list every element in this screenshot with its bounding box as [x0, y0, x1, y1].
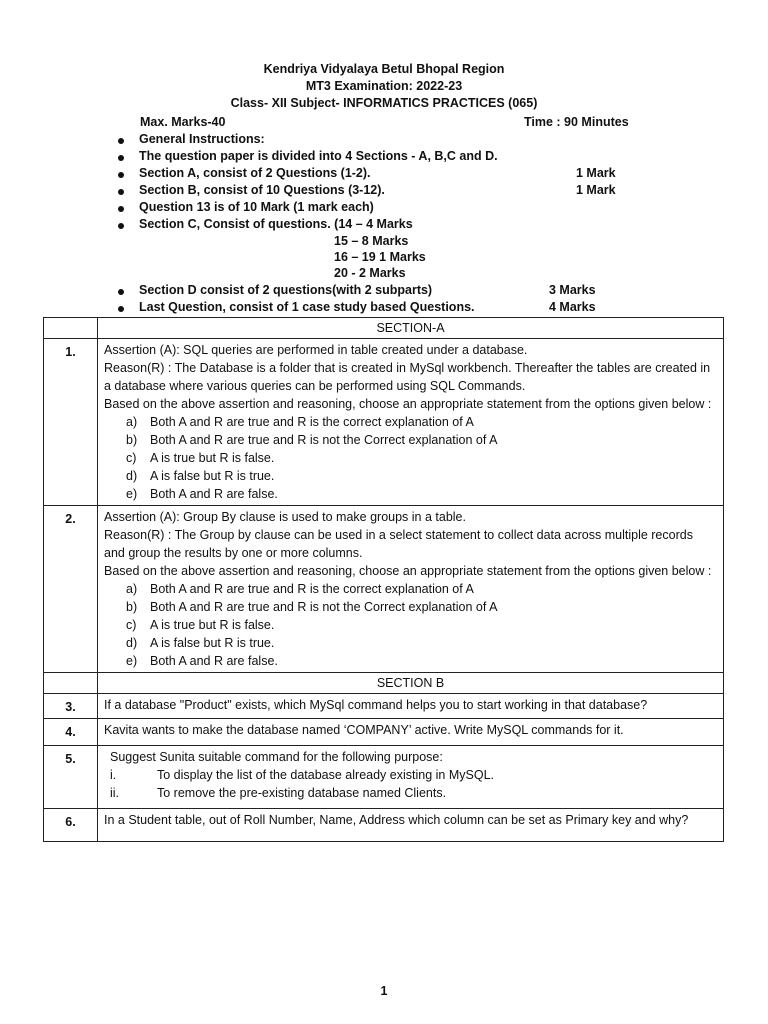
bullet-icon: [118, 206, 124, 212]
time-allowed: Time : 90 Minutes: [524, 115, 629, 129]
question-number: 2.: [44, 506, 98, 673]
question-number: 5.: [44, 746, 98, 809]
question-body: [98, 746, 724, 809]
question-number: 3.: [44, 694, 98, 719]
bullet-icon: [118, 155, 124, 161]
option-item: c) A is true but R is false.: [126, 618, 275, 632]
option-item: a) Both A and R are true and R is the correct explanation of A: [126, 582, 474, 596]
instruction-line: Section A, consist of 2 Questions (1-2).: [139, 166, 371, 180]
question-row: [44, 746, 724, 809]
bullet-icon: [118, 306, 124, 312]
instruction-marks: 1 Mark: [576, 166, 616, 180]
question-body: [98, 339, 724, 506]
option-item: b) Both A and R are true and R is not the Correct explanation of A: [126, 433, 498, 447]
max-marks: Max. Marks-40: [140, 115, 226, 129]
question-text: If a database "Product" exists, which MySql command helps you to start working in that database?: [98, 694, 724, 719]
assertion-text: Assertion (A): SQL queries are performed in table created under a database.: [104, 343, 528, 357]
instruction-line: General Instructions:: [139, 132, 265, 146]
class-subject: Class- XII Subject- INFORMATICS PRACTICES (065): [230, 96, 538, 110]
option-item: b) Both A and R are true and R is not the Correct explanation of A: [126, 600, 498, 614]
question-prompt: Based on the above assertion and reasoning, choose an appropriate statement from the options given below :: [104, 397, 712, 411]
instruction-marks: 4 Marks: [549, 300, 596, 314]
section-header-row: [44, 673, 724, 694]
question-number: 6.: [44, 809, 98, 842]
bullet-icon: [118, 138, 124, 144]
instruction-line: Section C, Consist of questions. (14 – 4 Marks: [139, 217, 413, 231]
bullet-icon: [118, 223, 124, 229]
instruction-marks: 3 Marks: [549, 283, 596, 297]
bullet-icon: [118, 172, 124, 178]
question-row: [44, 506, 724, 673]
exam-title: MT3 Examination: 2022-23: [305, 79, 463, 93]
option-item: e) Both A and R are false.: [126, 654, 278, 668]
option-item: c) A is true but R is false.: [126, 451, 275, 465]
option-item: a) Both A and R are true and R is the correct explanation of A: [126, 415, 474, 429]
instruction-line: Last Question, consist of 1 case study based Questions.: [139, 300, 475, 314]
question-number: 4.: [44, 719, 98, 746]
section-b-heading: SECTION B: [98, 673, 724, 694]
instruction-marks: 1 Mark: [576, 183, 616, 197]
question-row: [44, 694, 724, 719]
school-name: Kendriya Vidyalaya Betul Bhopal Region: [263, 62, 505, 76]
option-item: d) A is false but R is true.: [126, 469, 275, 483]
instruction-line: Section B, consist of 10 Questions (3-12).: [139, 183, 385, 197]
instruction-line: Section D consist of 2 questions(with 2 subparts): [139, 283, 433, 297]
reason-text: Reason(R) : The Group by clause can be used in a select statement to collect data across multiple records and group the results by one or more columns.: [104, 528, 693, 560]
page-number: 1: [380, 984, 388, 998]
question-table: [43, 317, 724, 842]
sub-question: i. To display the list of the database already existing in MySQL.: [110, 768, 494, 782]
assertion-text: Assertion (A): Group By clause is used to make groups in a table.: [104, 510, 466, 524]
option-item: d) A is false but R is true.: [126, 636, 275, 650]
section-a-heading: SECTION-A: [98, 318, 724, 339]
reason-text: Reason(R) : The Database is a folder that is created in MySql workbench. Thereafter the tables are created in a database where various queries can be performed using SQL Commands.: [104, 361, 711, 393]
question-text: In a Student table, out of Roll Number, Name, Address which column can be set as Primary key and why?: [98, 809, 724, 842]
question-row: [44, 809, 724, 842]
question-row: [44, 719, 724, 746]
instruction-line: Question 13 is of 10 Mark (1 mark each): [139, 200, 374, 214]
sub-question: ii. To remove the pre-existing database named Clients.: [110, 786, 447, 800]
instruction-line: 15 – 8 Marks: [334, 234, 409, 248]
bullet-icon: [118, 189, 124, 195]
question-text: Suggest Sunita suitable command for the following purpose:: [110, 750, 443, 764]
instruction-line: 16 – 19 1 Marks: [334, 250, 426, 264]
bullet-icon: [118, 289, 124, 295]
question-prompt: Based on the above assertion and reasoning, choose an appropriate statement from the options given below :: [104, 564, 712, 578]
question-number: 1.: [44, 339, 98, 506]
question-body: [98, 506, 724, 673]
instruction-line: 20 - 2 Marks: [334, 266, 406, 280]
instruction-line: The question paper is divided into 4 Sections - A, B,C and D.: [139, 149, 498, 163]
section-header-row: [44, 318, 724, 339]
question-row: [44, 339, 724, 506]
question-text: Kavita wants to make the database named ‘COMPANY’ active. Write MySQL commands for it.: [98, 719, 724, 746]
option-item: e) Both A and R are false.: [126, 487, 278, 501]
